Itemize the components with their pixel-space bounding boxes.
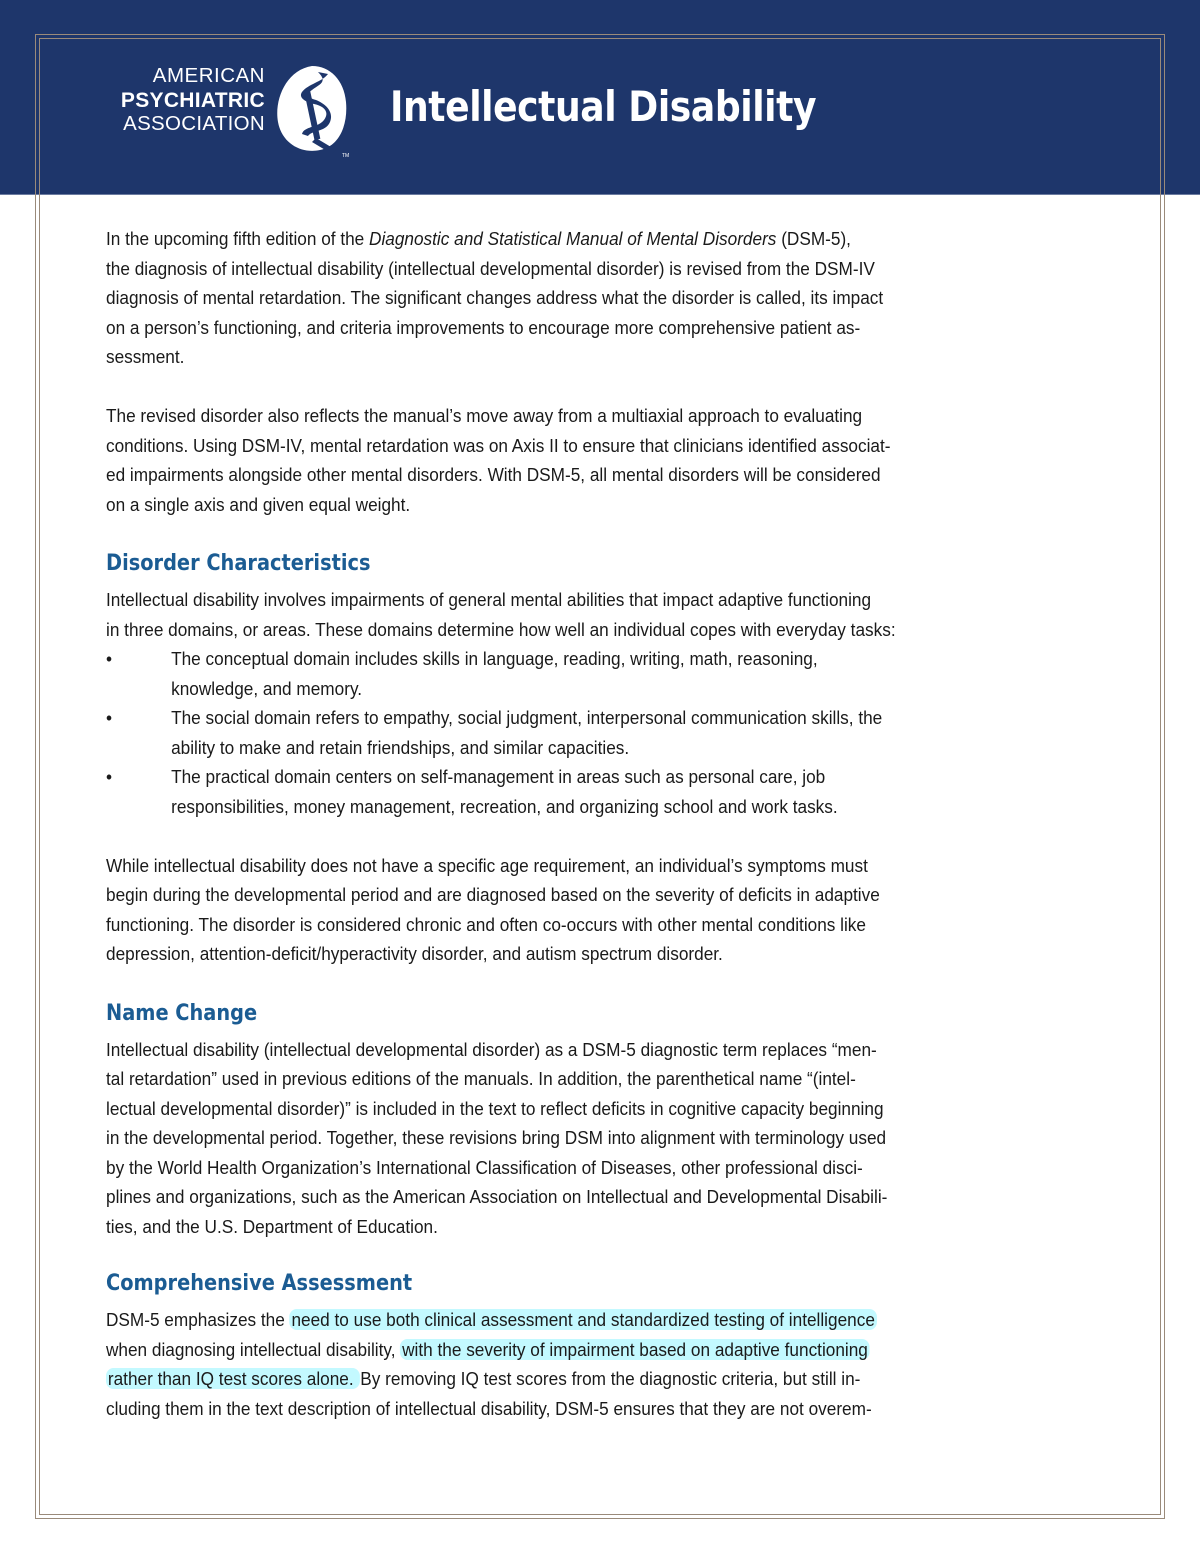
intro-line: on a person’s functioning, and criteria improvements to encourage more comprehensive patient as- xyxy=(106,316,861,338)
bullet-icon: • xyxy=(106,648,113,669)
intro-line: the diagnosis of intellectual disability (intellectual developmental disorder) is revised from the DSM-IV xyxy=(106,257,875,279)
highlighted-text[interactable]: rather than IQ test scores alone. xyxy=(107,1368,359,1389)
body-line: plines and organizations, such as the American Association on Intellectual and Developmental Disabili- xyxy=(106,1186,888,1207)
body-line: by the World Health Organization’s International Classification of Diseases, other professional disci- xyxy=(106,1156,863,1178)
body-line: rather than IQ test scores alone. By removing IQ test scores from the diagnostic criteria, but still in- xyxy=(107,1368,861,1389)
body-line: in the developmental period. Together, these revisions bring DSM into alignment with terminology used xyxy=(106,1127,887,1148)
intro-line: In the upcoming fifth edition of the Diagnostic and Statistical Manual of Mental Disorders (DSM-5), xyxy=(106,228,851,249)
body-line: While intellectual disability does not have a specific age requirement, an individual’s symptoms must xyxy=(106,854,868,876)
body-line: begin during the developmental period and are diagnosed based on the severity of deficits in adaptive xyxy=(106,884,880,905)
body-line: Intellectual disability involves impairments of general mental abilities that impact adaptive functioning xyxy=(106,589,872,610)
bullet-icon: • xyxy=(106,707,113,728)
body-line: DSM-5 emphasizes the need to use both clinical assessment and standardized testing of intelligence xyxy=(106,1309,875,1330)
org-line-american: AMERICAN xyxy=(152,64,265,87)
body-line: ties, and the U.S. Department of Education. xyxy=(106,1215,438,1237)
heading-disorder-characteristics: Disorder Characteristics xyxy=(106,551,371,576)
list-item-continuation: responsibilities, money management, recreation, and organizing school and work tasks. xyxy=(171,795,838,817)
body-line: in three domains, or areas. These domains determine how well an individual copes with everyday tasks: xyxy=(106,618,896,640)
list-item: • The practical domain centers on self-management in areas such as personal care, job xyxy=(106,762,1027,792)
org-line-association: ASSOCIATION xyxy=(123,112,265,135)
bullet-icon: • xyxy=(106,766,113,787)
intro-line: on a single axis and given equal weight. xyxy=(106,493,411,515)
intro-line: The revised disorder also reflects the manual’s move away from a multiaxial approach to evaluating xyxy=(106,405,863,426)
manual-title: Diagnostic and Statistical Manual of Mental Disorders xyxy=(369,228,777,249)
body-line: functioning. The disorder is considered chronic and often co-occurs with other mental conditions like xyxy=(106,913,866,935)
intro-line: sessment. xyxy=(106,346,185,367)
apa-caduceus-logo-icon xyxy=(272,62,352,158)
highlighted-text[interactable]: need to use both clinical assessment and standardized testing of intelligence xyxy=(291,1309,875,1330)
document-body xyxy=(106,224,1096,1423)
page-title: Intellectual Disability xyxy=(390,82,817,131)
list-item-continuation: knowledge, and memory. xyxy=(171,677,363,699)
body-line: tal retardation” used in previous editions of the manuals. In addition, the parenthetical name “(intel- xyxy=(106,1068,856,1089)
list-item: • The social domain refers to empathy, social judgment, interpersonal communication skills, the xyxy=(106,703,1027,733)
svg-text:TM: TM xyxy=(342,153,350,158)
intro-line: ed impairments alongside other mental disorders. With DSM-5, all mental disorders will be considered xyxy=(106,464,881,485)
body-line: cluding them in the text description of intellectual disability, DSM-5 ensures that they are not overem- xyxy=(106,1397,872,1419)
highlighted-text[interactable]: with the severity of impairment based on adaptive functioning xyxy=(402,1338,868,1360)
list-item-continuation: ability to make and retain friendships, and similar capacities. xyxy=(171,736,630,758)
intro-line: diagnosis of mental retardation. The significant changes address what the disorder is called, its impact xyxy=(106,287,884,308)
body-line: lectual developmental disorder)” is included in the text to reflect deficits in cognitive capacity beginning xyxy=(106,1097,884,1119)
body-line: when diagnosing intellectual disability, with the severity of impairment based on adaptive functioning xyxy=(106,1338,868,1360)
body-line: depression, attention-deficit/hyperactivity disorder, and autism spectrum disorder. xyxy=(106,943,723,964)
heading-comprehensive-assessment: Comprehensive Assessment xyxy=(106,1271,413,1296)
heading-name-change: Name Change xyxy=(106,1000,258,1026)
body-line: Intellectual disability (intellectual developmental disorder) as a DSM-5 diagnostic term replaces “men- xyxy=(106,1038,877,1060)
intro-line: conditions. Using DSM-IV, mental retardation was on Axis II to ensure that clinicians identified associat- xyxy=(106,434,891,456)
apa-wordmark xyxy=(80,66,265,138)
list-item: • The conceptual domain includes skills in language, reading, writing, math, reasoning, xyxy=(106,644,1027,674)
org-line-psychiatric: PSYCHIATRIC xyxy=(120,89,265,112)
